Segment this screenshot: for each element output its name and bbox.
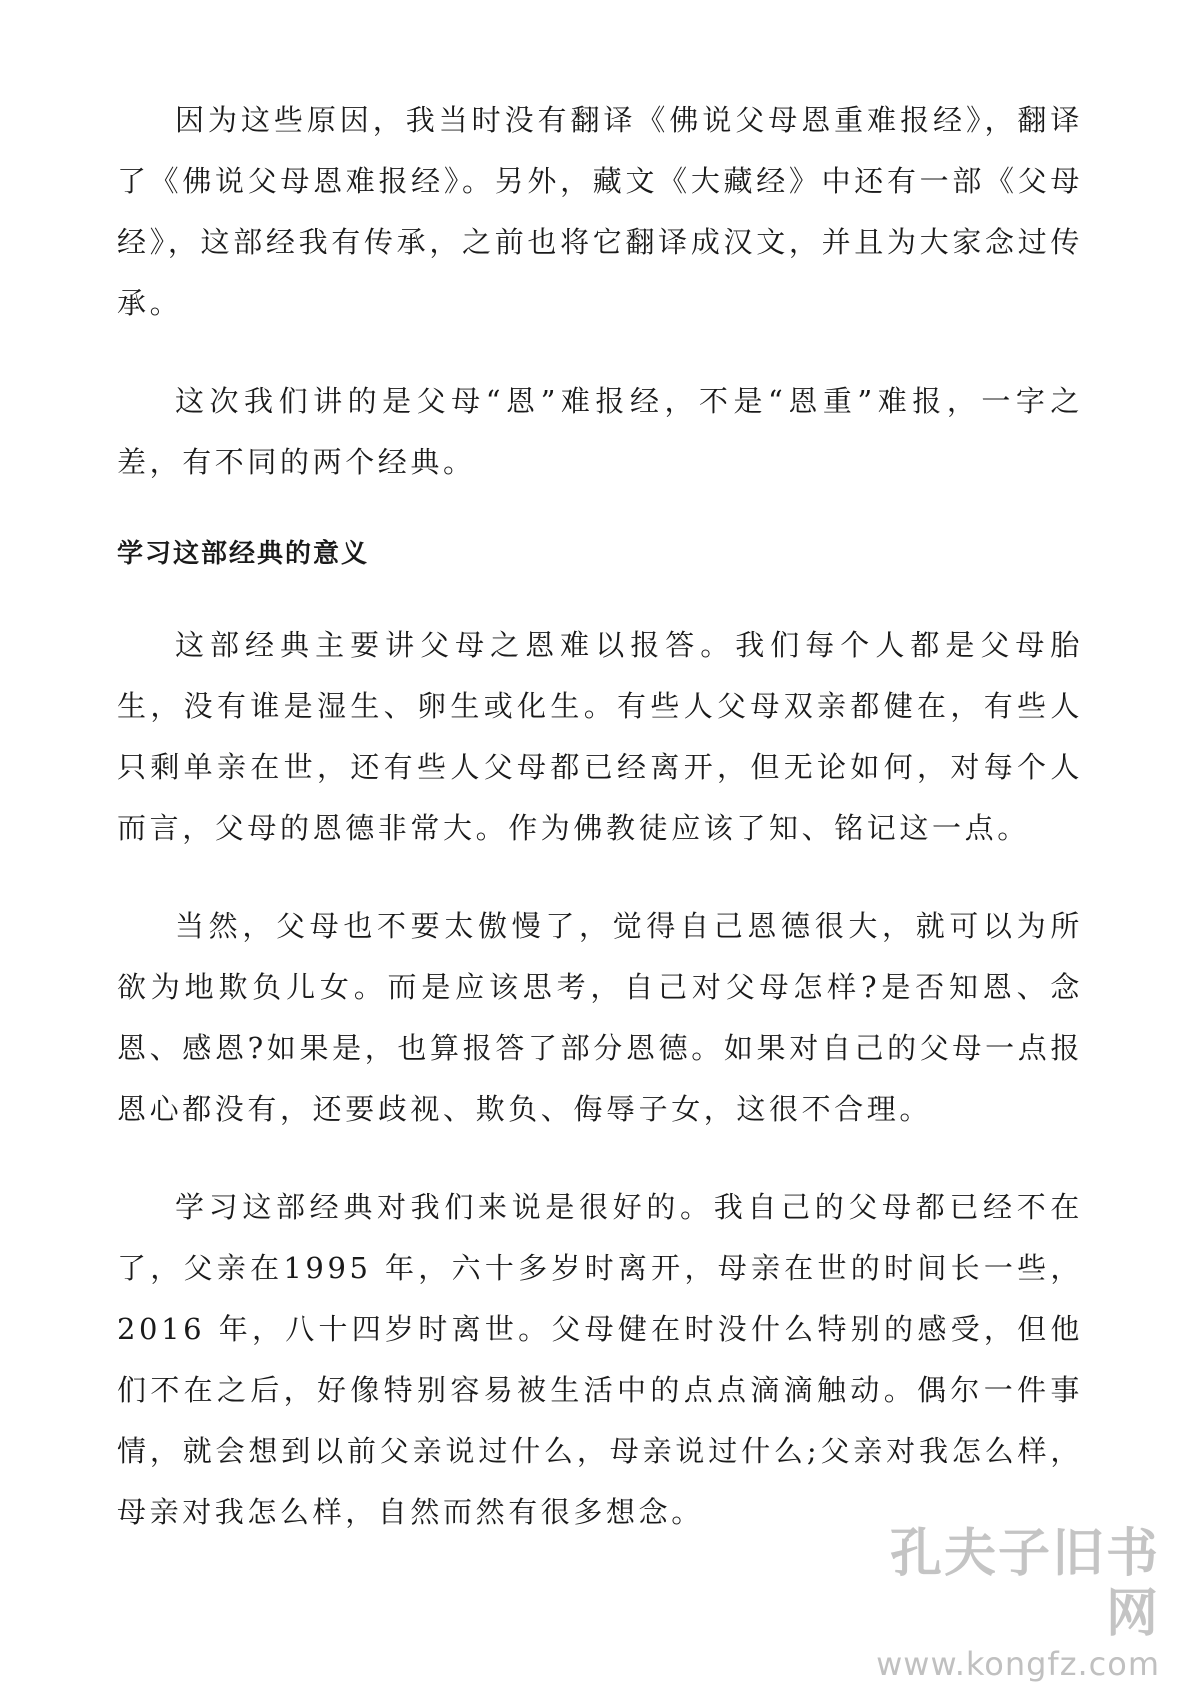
watermark-logo: 孔夫子旧书网 <box>889 1523 1160 1644</box>
paragraph-spacer <box>117 334 1083 371</box>
paragraph-2: 这次我们讲的是父母“恩”难报经，不是“恩重”难报，一字之差，有不同的两个经典。 <box>117 384 1083 479</box>
paragraph-spacer <box>117 859 1083 896</box>
watermark <box>860 1524 1160 1684</box>
paragraph-spacer <box>117 493 1083 526</box>
paragraph-spacer <box>117 582 1083 615</box>
paragraph-4: 当然，父母也不要太傲慢了，觉得自己恩德很大，就可以为所欲为地欺负儿女。而是应该思考，自己对父母怎样?是否知恩、念恩、感恩?如果是，也算报答了部分恩德。如果对自己的父母一点报恩心都没有，还要歧视、欺负、侮辱子女，这很不合理。 <box>117 909 1083 1126</box>
paragraph-3: 这部经典主要讲父母之恩难以报答。我们每个人都是父母胎生，没有谁是湿生、卵生或化生。有些人父母双亲都健在，有些人只剩单亲在世，还有些人父母都已经离开，但无论如何，对每个人而言，父母的恩德非常大。作为佛教徒应该了知、铭记这一点。 <box>117 628 1083 845</box>
paragraph-1: 因为这些原因，我当时没有翻译《佛说父母恩重难报经》，翻译了《佛说父母恩难报经》。另外，藏文《大藏经》中还有一部《父母经》，这部经我有传承，之前也将它翻译成汉文，并且为大家念过传承。 <box>117 103 1083 320</box>
watermark-url: www.kongfz.com <box>876 1645 1160 1683</box>
paragraph-spacer <box>117 1140 1083 1177</box>
paragraph-5: 学习这部经典对我们来说是很好的。我自己的父母都已经不在了，父亲在1995 年，六十多岁时离开，母亲在世的时间长一些，2016 年，八十四岁时离世。父母健在时没什么特别的感受，但他们不在之后，好像特别容易被生活中的点点滴滴触动。偶尔一件事情，就会想到以前父亲说过什么，母亲说过什么;父亲对我怎么样，母亲对我怎么样，自然而然有很多想念。 <box>117 1190 1083 1529</box>
section-heading: 学习这部经典的意义 <box>117 539 370 569</box>
document-body <box>117 90 1083 1543</box>
